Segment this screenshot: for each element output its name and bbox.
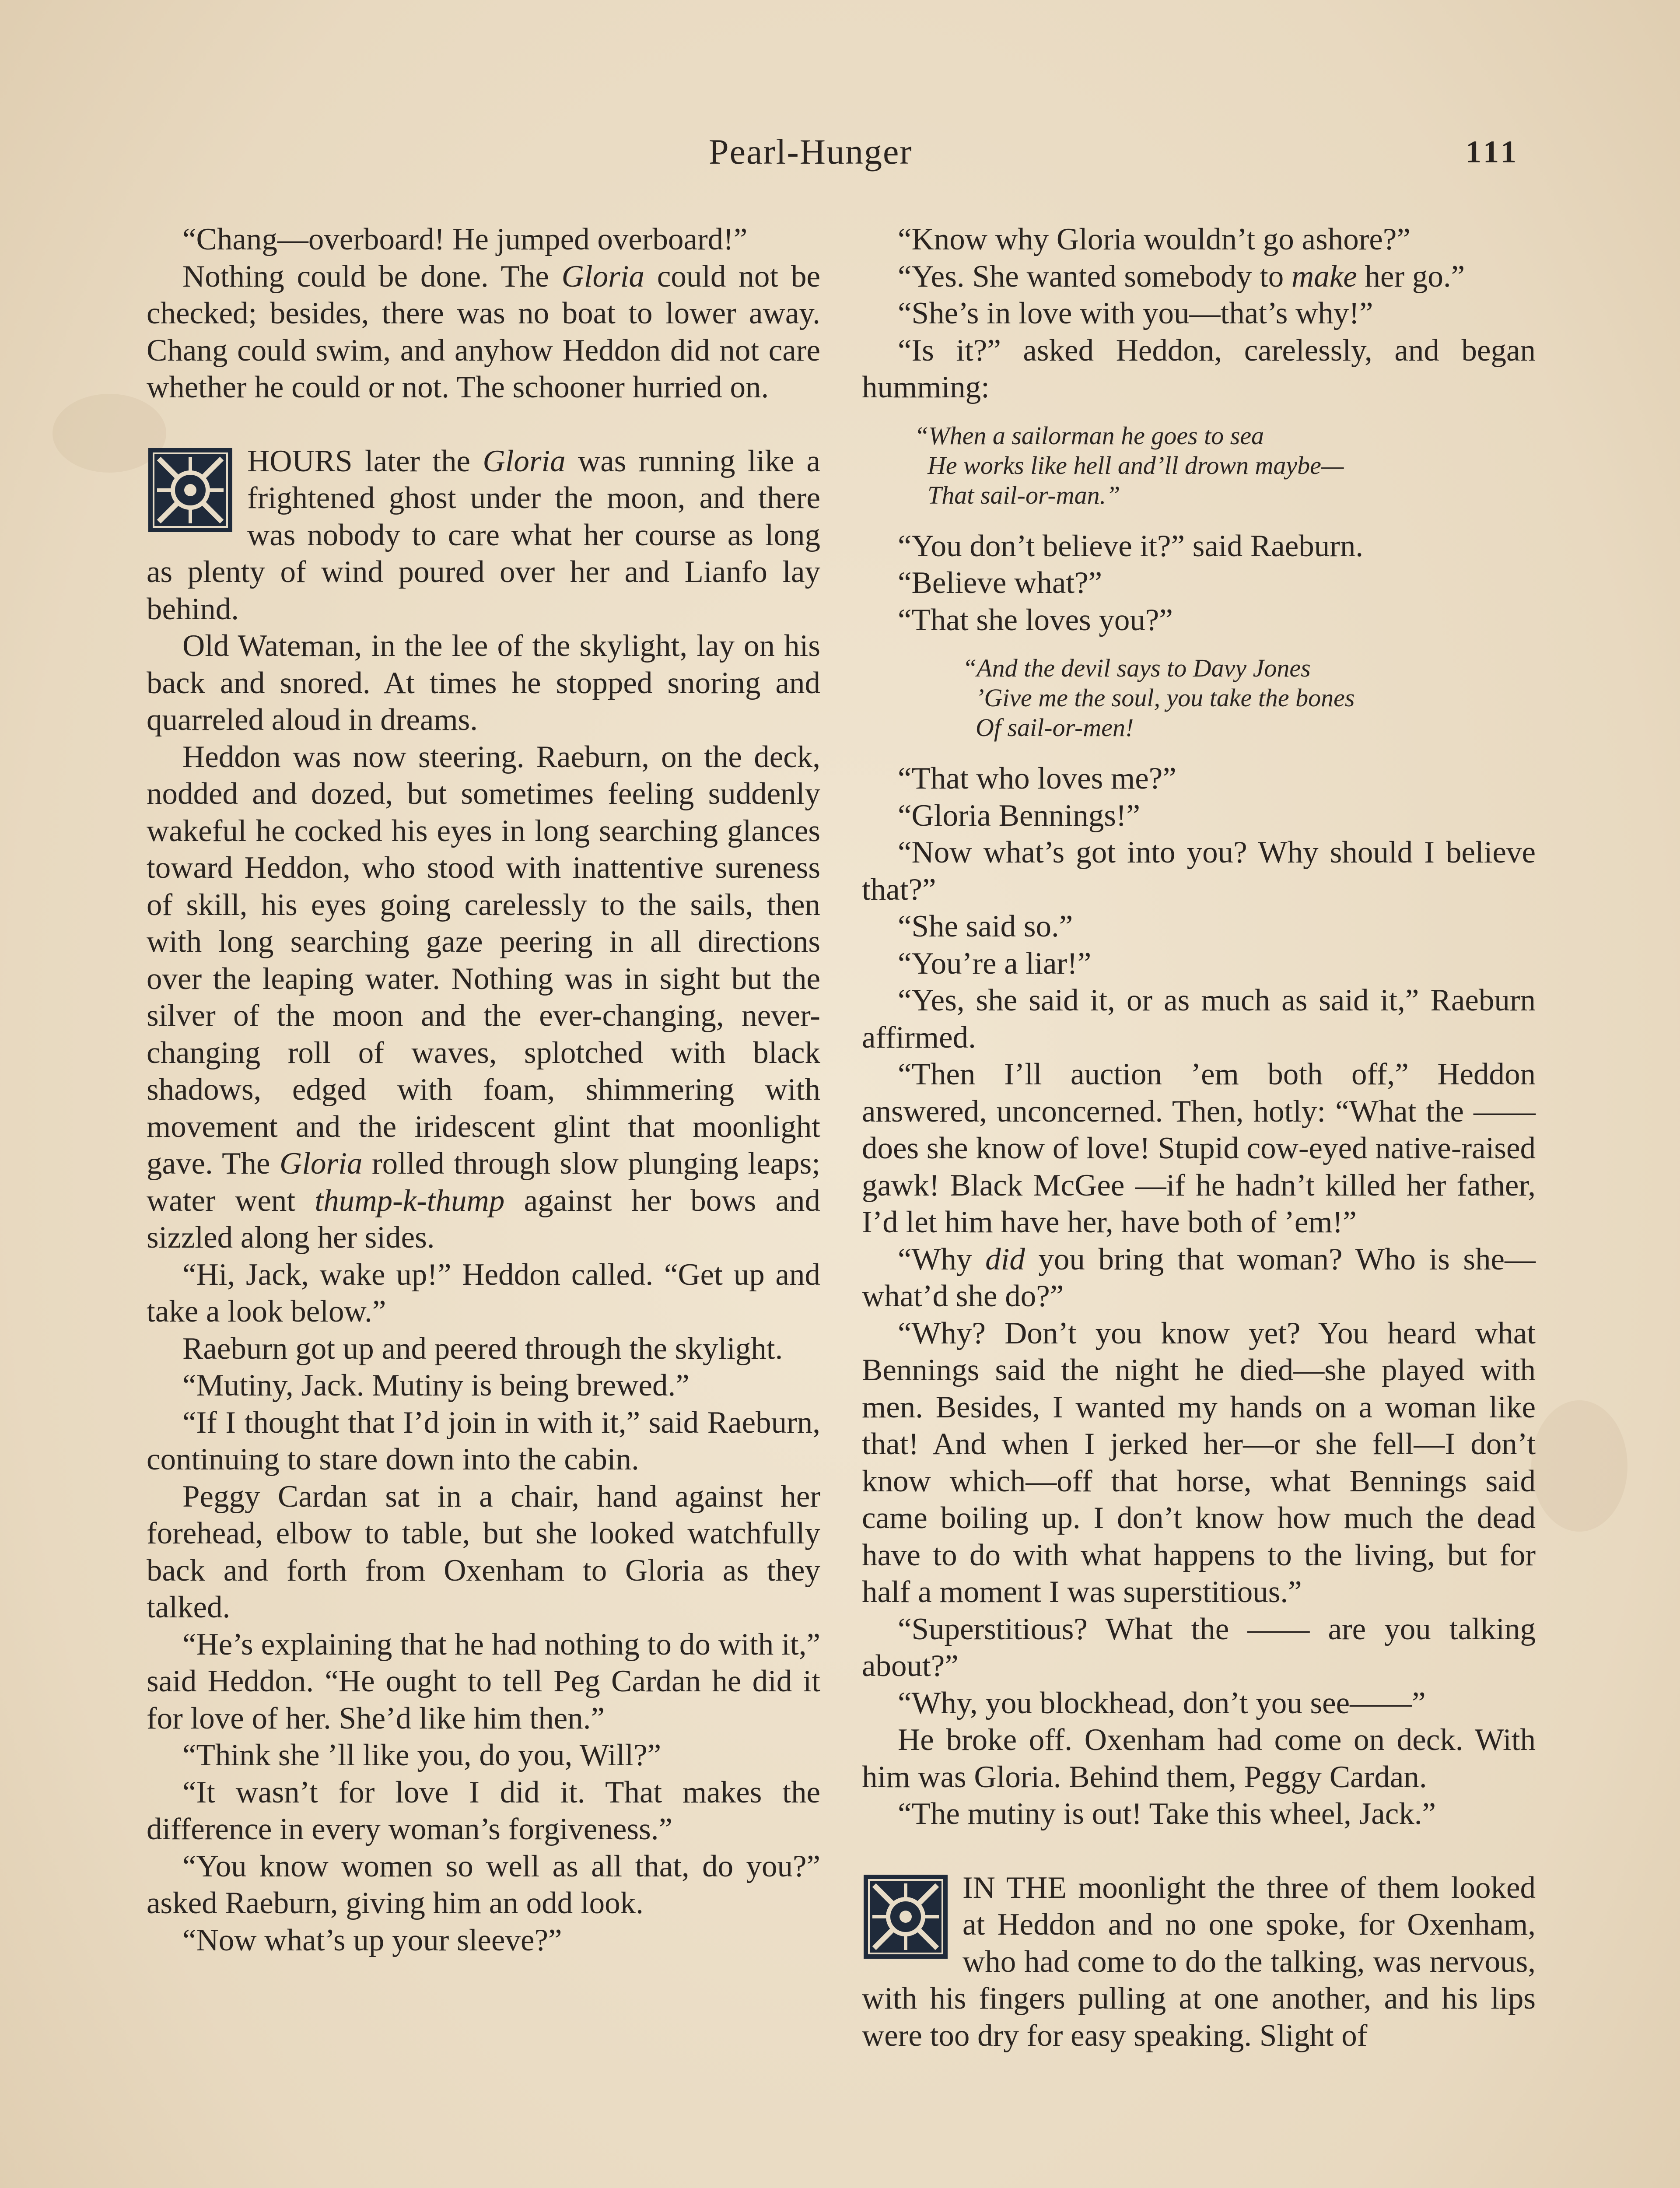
paragraph: “Believe what?”: [898, 566, 1102, 600]
paragraph: “You’re a liar!”: [898, 946, 1092, 981]
paragraph: “Why did you bring that woman? Who is she—what’d she do?”: [862, 1242, 1536, 1313]
paragraph: “That who loves me?”: [898, 761, 1176, 796]
paragraph: “She said so.”: [898, 909, 1073, 943]
section-opening-paragraph: [147, 443, 820, 628]
right-column: [862, 221, 1536, 2054]
paper-stain: [1531, 1400, 1628, 1532]
verse-line: Of sail-or-men!: [976, 713, 1134, 742]
paragraph: “He’s explaining that he had nothing to do with it,” said Heddon. “He ought to tell Peg Cardan he did it for love of her. She’d like him then.”: [147, 1627, 820, 1736]
paragraph: “Yes. She wanted somebody to make her go.”: [898, 259, 1465, 294]
running-title: Pearl-Hunger: [709, 132, 913, 172]
paragraph: “Chang—overboard! He jumped overboard!”: [182, 222, 748, 256]
paragraph: “It wasn’t for love I did it. That makes the difference in every woman’s forgiveness.”: [147, 1775, 820, 1846]
paragraph: Peggy Cardan sat in a chair, hand against her forehead, elbow to table, but she looked watchfully back and forth from Oxenham to Gloria as they talked.: [147, 1479, 820, 1624]
paragraph: “Know why Gloria wouldn’t go ashore?”: [898, 222, 1410, 256]
paragraph: “She’s in love with you—that’s why!”: [898, 296, 1373, 330]
paragraph: “You know women so well as all that, do you?” asked Raeburn, giving him an odd look.: [147, 1849, 820, 1920]
song-verse: [962, 653, 1536, 743]
verse-line: He works like hell and’ll drown maybe—: [928, 451, 1344, 480]
page-number: 111: [1466, 134, 1520, 169]
paragraph-text: IN THE moonlight the three of them looked at Heddon and no one spoke, for Oxenham, who had come to do the talking, was nervous, with his fingers pulling at one another, and his lips were too dry for easy speaking. Slight of: [862, 1870, 1536, 2053]
paragraph: Old Wateman, in the lee of the skylight, lay on his back and snored. At times he stopped snoring and quarreled aloud in dreams.: [147, 629, 820, 737]
paragraph: “Why? Don’t you know yet? You heard what Bennings said the night he died—she played with men. Besides, I wanted my hands on a woman like that! And when I jerked her—or she fell—I don’t know which—off that horse, what Bennings said came boiling up. I don’t know how much the dead have to do with what happens to the living, but for half a moment I was superstitious.”: [862, 1316, 1536, 1609]
paragraph: “Yes, she said it, or as much as said it,” Raeburn affirmed.: [862, 983, 1536, 1055]
paragraph: He broke off. Oxenham had come on deck. With him was Gloria. Behind them, Peggy Cardan.: [862, 1723, 1536, 1794]
paragraph: “Superstitious? What the —— are you talking about?”: [862, 1612, 1536, 1683]
verse-line: That sail-or-man.”: [928, 480, 1120, 509]
paragraph: “Is it?” asked Heddon, carelessly, and began humming:: [862, 333, 1536, 404]
paragraph: “Gloria Bennings!”: [898, 798, 1141, 833]
paragraph: “Then I’ll auction ’em both off,” Heddon answered, unconcerned. Then, hotly: “What the —— does she know of love! Stupid cow-eyed native-raised gawk! Black McGee —if he hadn’t killed her father, I’d let him have her, have both of ’em!”: [862, 1057, 1536, 1239]
paragraph: “Why, you blockhead, don’t you see——”: [898, 1686, 1426, 1720]
celtic-knot-ornament-icon: [862, 1873, 949, 1960]
paragraph: “Now what’s got into you? Why should I believe that?”: [862, 835, 1536, 907]
verse-line: ’Give me the soul, you take the bones: [976, 684, 1355, 712]
celtic-knot-ornament-icon: [147, 446, 234, 534]
verse-line: “When a sailorman he goes to sea: [914, 421, 1264, 450]
paragraph: “You don’t believe it?” said Raeburn.: [898, 529, 1364, 563]
paragraph: Raeburn got up and peered through the skylight.: [182, 1331, 783, 1366]
left-column: [147, 221, 820, 1959]
paragraph: Heddon was now steering. Raeburn, on the deck, nodded and dozed, but sometimes feeling suddenly wakeful he cocked his eyes in long searching glances toward Heddon, who stood with inattentive sureness of skill, his eyes going carelessly to the sails, then with long searching gaze peering in all directions over the leaping water. Nothing was in sight but the silver of the moon and the ever-changing, never-changing roll of waves, splotched with black shadows, edged with foam, shimmering with movement and the iridescent glint that moonlight gave. The Gloria rolled through slow plunging leaps; water went thump-k-thump against her bows and sizzled along her sides.: [147, 740, 821, 1255]
paragraph: “Mutiny, Jack. Mutiny is being brewed.”: [182, 1368, 690, 1403]
paragraph: Nothing could be done. The Gloria could not be checked; besides, there was no boat to lower away. Chang could swim, and anyhow Heddon did not care whether he could or not. The schooner hurried on.: [147, 259, 821, 404]
song-verse: [914, 421, 1536, 510]
paragraph: “Now what’s up your sleeve?”: [182, 1923, 562, 1957]
paragraph: “That she loves you?”: [898, 603, 1173, 637]
running-header: [0, 131, 1680, 179]
paragraph: “The mutiny is out! Take this wheel, Jack.”: [898, 1797, 1436, 1831]
paragraph: “Think she ’ll like you, do you, Will?”: [182, 1738, 662, 1772]
verse-line: “And the devil says to Davy Jones: [962, 654, 1311, 682]
section-opening-paragraph: [862, 1869, 1536, 2055]
paragraph-text: HOURS later the Gloria was running like a frightened ghost under the moon, and there was nobody to care what her course as long as plenty of wind poured over her and Lianfo lay behind.: [147, 444, 821, 626]
paragraph: “Hi, Jack, wake up!” Heddon called. “Get up and take a look below.”: [147, 1257, 820, 1329]
paragraph: “If I thought that I’d join in with it,” said Raeburn, continuing to stare down into the cabin.: [147, 1405, 820, 1476]
